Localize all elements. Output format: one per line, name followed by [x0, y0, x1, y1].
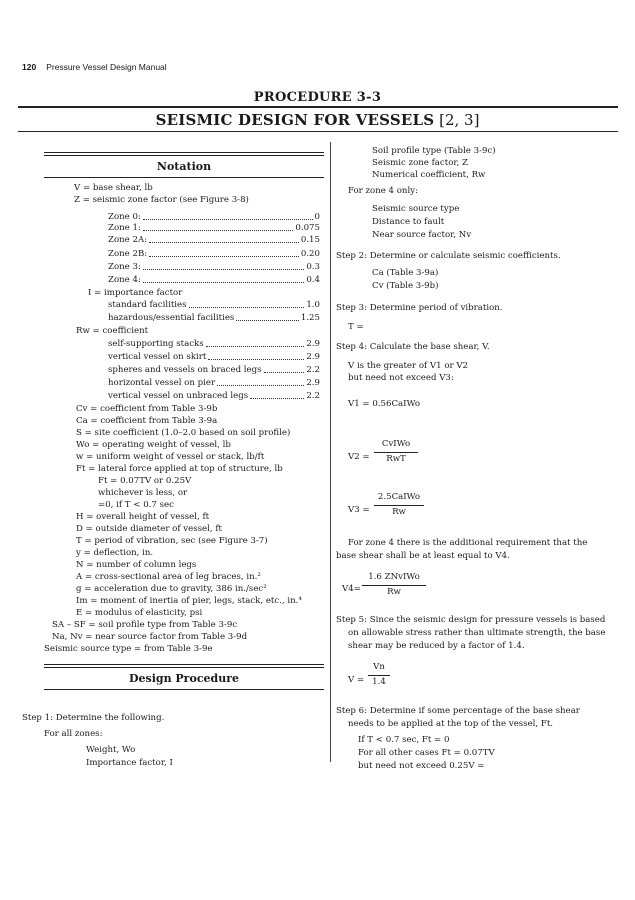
column-divider	[330, 142, 331, 762]
book-title: Pressure Vessel Design Manual	[46, 62, 167, 72]
section-title	[0, 111, 635, 129]
v-lhs: V =	[348, 675, 365, 685]
rw-row: vertical vessel on skirt 2.9	[108, 352, 320, 362]
notation-y: y = deflection, in.	[76, 548, 154, 558]
zone4-para-line: base shear shall be at least equal to V4.	[336, 551, 510, 561]
notation-ft-whichever: whichever is less, or	[98, 488, 188, 498]
notation-z: Z = seismic zone factor (see Figure 3-8)	[74, 195, 249, 205]
importance-row: standard facilities 1.0	[108, 300, 320, 310]
notation-ft-zero: =0, if T < 0.7 sec	[98, 500, 174, 510]
zone4-item: Distance to fault	[372, 217, 445, 227]
step5-line: Step 5: Since the seismic design for pressure vessels is based	[336, 615, 606, 625]
notation-w: w = uniform weight of vessel or stack, lb/ft	[76, 452, 265, 462]
notation-ft: Ft = lateral force applied at top of structure, lb	[76, 464, 283, 474]
notation-t: T = period of vibration, sec (see Figure 3-7)	[76, 536, 268, 546]
fraction-bar	[374, 452, 418, 453]
notation-rw: Rw = coefficient	[76, 326, 149, 336]
notation-na: Na, Nv = near source factor from Table 3-9d	[52, 632, 248, 642]
fraction-bar	[368, 675, 390, 676]
step6-line: needs to be applied at the top of the vessel, Ft.	[348, 719, 554, 729]
zone-row: Zone 0: 0	[108, 212, 320, 222]
fraction-bar	[374, 505, 424, 506]
zone4-item: Seismic source type	[372, 204, 460, 214]
v2-numerator: CvIWo	[381, 439, 411, 449]
section-refs: [2, 3]	[439, 111, 480, 129]
notation-s: S = site coefficient (1.0–2.0 based on soil profile)	[76, 428, 291, 438]
step1-item: Seismic zone factor, Z	[372, 158, 468, 168]
v4-denominator: Rw	[387, 587, 401, 597]
importance-row: hazardous/essential facilities 1.25	[108, 313, 320, 323]
notation-ft-formula: Ft = 0.07TV or 0.25V	[98, 476, 192, 486]
step2-text: Step 2: Determine or calculate seismic coefficients.	[336, 251, 561, 261]
section-rule	[18, 131, 618, 132]
notation-cv: Cv = coefficient from Table 3-9b	[76, 404, 218, 414]
v-fraction	[368, 662, 390, 688]
title-rule	[18, 106, 618, 108]
zone4-para-line: For zone 4 there is the additional requirement that the	[348, 538, 588, 548]
procedure-title: PROCEDURE 3-3	[253, 90, 382, 105]
section-title-text: SEISMIC DESIGN FOR VESSELS	[155, 111, 435, 129]
notation-v: V = base shear, lb	[74, 183, 153, 193]
step4-text: Step 4: Calculate the base shear, V.	[336, 342, 490, 352]
zone4-label: For zone 4 only:	[348, 186, 418, 196]
step2-item: Cv (Table 3-9b)	[372, 281, 439, 291]
step5-line: shear may be reduced by a factor of 1.4.	[348, 641, 525, 651]
v4-fraction	[362, 572, 426, 598]
zone-row: Zone 2A: 0.15	[108, 235, 320, 245]
v2-denominator: RwT	[386, 454, 406, 464]
step4-exceed: but need not exceed V3:	[348, 373, 454, 383]
page-number: 120	[22, 62, 37, 72]
zone4-item: Near source factor, Nv	[372, 230, 472, 240]
notation-e: E = modulus of elasticity, psi	[76, 608, 203, 618]
step6-item: but need not exceed 0.25V =	[358, 761, 485, 771]
notation-wo: Wo = operating weight of vessel, lb	[76, 440, 231, 450]
v1-equation: V1 = 0.56CaIWo	[348, 399, 420, 409]
all-zones-item: Importance factor, I	[86, 758, 173, 768]
v-denominator: 1.4	[372, 677, 386, 687]
step6-item: If T < 0.7 sec, Ft = 0	[358, 735, 450, 745]
step1-item: Soil profile type (Table 3-9c)	[372, 146, 496, 156]
step4-greater: V is the greater of V1 or V2	[348, 361, 469, 371]
rw-row: vertical vessel on unbraced legs 2.2	[108, 391, 320, 401]
design-procedure-heading-box	[44, 664, 324, 690]
t-equation: T =	[348, 322, 364, 332]
v2-lhs: V2 =	[348, 452, 370, 462]
step6-line: Step 6: Determine if some percentage of the base shear	[336, 706, 580, 716]
step5-line: on allowable stress rather than ultimate strength, the base	[348, 628, 606, 638]
notation-i: I = importance factor	[88, 288, 183, 298]
notation-ca: Ca = coefficient from Table 3-9a	[76, 416, 218, 426]
v3-fraction	[374, 492, 424, 518]
notation-h: H = overall height of vessel, ft	[76, 512, 210, 522]
step3-text: Step 3: Determine period of vibration.	[336, 303, 503, 313]
notation-heading-box	[44, 152, 324, 178]
all-zones-label: For all zones:	[44, 729, 103, 739]
running-header	[22, 62, 167, 72]
v4-numerator: 1.6 ZNvIWo	[368, 572, 420, 582]
design-procedure-heading: Design Procedure	[128, 672, 239, 685]
v3-numerator: 2.5CaIWo	[377, 492, 421, 502]
zone-row: Zone 1: 0.075	[108, 223, 320, 233]
v3-lhs: V3 =	[348, 505, 370, 515]
step1-text: Step 1: Determine the following.	[22, 713, 165, 723]
notation-sa: SA – SF = soil profile type from Table 3-9c	[52, 620, 238, 630]
zone-row: Zone 2B: 0.20	[108, 249, 320, 259]
notation-n: N = number of column legs	[76, 560, 197, 570]
v-numerator: Vn	[373, 662, 385, 672]
zone-row: Zone 4: 0.4	[108, 275, 320, 285]
rw-row: horizontal vessel on pier 2.9	[108, 378, 320, 388]
step2-item: Ca (Table 3-9a)	[372, 268, 439, 278]
step1-item: Numerical coefficient, Rw	[372, 170, 486, 180]
notation-d: D = outside diameter of vessel, ft	[76, 524, 222, 534]
rw-row: self-supporting stacks 2.9	[108, 339, 320, 349]
notation-sst: Seismic source type = from Table 3-9e	[44, 644, 213, 654]
notation-heading: Notation	[156, 160, 212, 173]
notation-im: Im = moment of inertia of pier, legs, stack, etc., in.⁴	[76, 596, 302, 606]
step6-item: For all other cases Ft = 0.07TV	[358, 748, 495, 758]
v4-lhs: V4=	[342, 584, 361, 594]
zone-row: Zone 3: 0.3	[108, 262, 320, 272]
notation-a: A = cross-sectional area of leg braces, in.²	[76, 572, 261, 582]
v2-fraction	[374, 439, 418, 465]
all-zones-item: Weight, Wo	[86, 745, 136, 755]
v3-denominator: Rw	[392, 507, 406, 517]
rw-row: spheres and vessels on braced legs 2.2	[108, 365, 320, 375]
fraction-bar	[362, 585, 426, 586]
notation-g: g = acceleration due to gravity, 386 in./sec²	[76, 584, 267, 594]
